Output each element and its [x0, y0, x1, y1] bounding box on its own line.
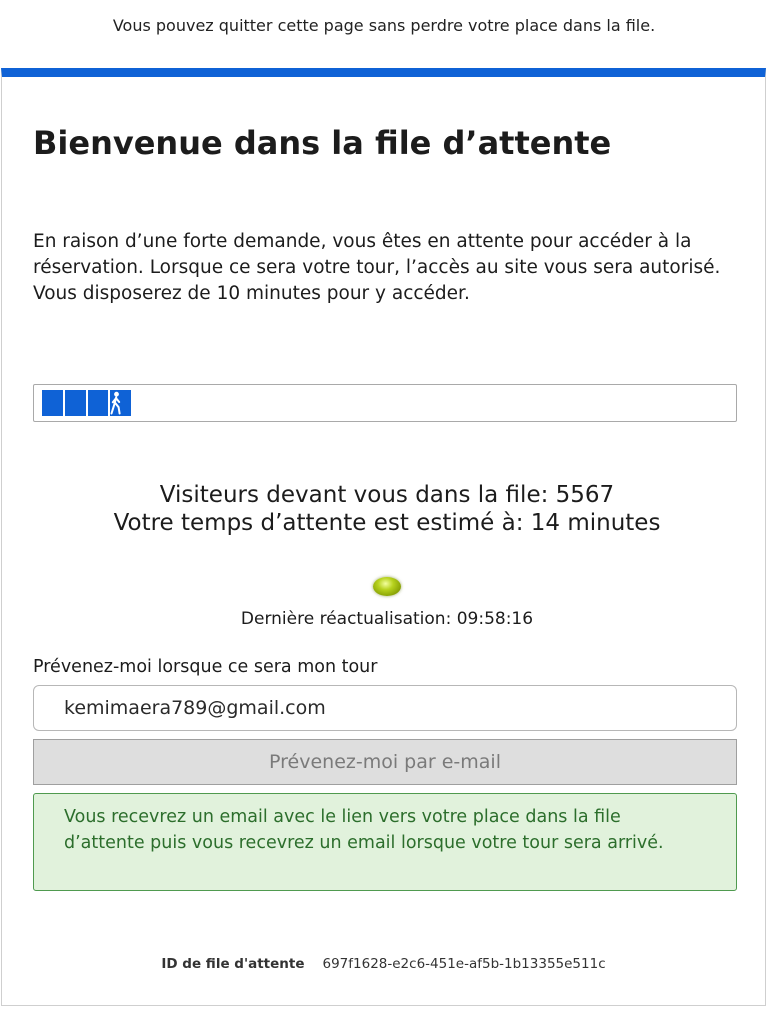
progress-segment — [65, 390, 88, 416]
visitors-ahead-text: Visiteurs devant vous dans la file: 5567 — [159, 482, 615, 508]
queue-id-label: ID de file d'attente — [161, 956, 305, 972]
queue-card — [1, 68, 766, 1006]
walking-person-icon — [105, 391, 127, 415]
progress-segment-walker — [110, 390, 131, 416]
notify-by-email-button[interactable]: Prévenez-moi par e-mail — [33, 739, 737, 785]
queue-id — [2, 955, 765, 973]
leave-page-notice: Vous pouvez quitter cette page sans perdre votre place dans la file. — [0, 0, 768, 68]
page-title: Bienvenue dans la file d’attente — [33, 124, 612, 162]
email-field[interactable] — [33, 685, 737, 731]
queue-progress-fill — [42, 390, 131, 416]
intro-text: En raison d’une forte demande, vous êtes en attente pour accéder à la réservation. Lorsque ce sera votre tour, l’accès au site vous sera autorisé. Vous disposerez de 10 minutes pour y accéder. — [33, 231, 721, 304]
wait-time-text: Votre temps d’attente est estimé à: 14 minutes — [113, 510, 661, 536]
last-update-text: Dernière réactualisation: 09:58:16 — [240, 609, 534, 629]
queue-progress-bar — [33, 384, 737, 422]
queue-status — [32, 481, 742, 537]
notify-label: Prévenez-moi lorsque ce sera mon tour — [33, 657, 378, 677]
status-light-icon — [373, 577, 401, 596]
email-info-message: Vous recevrez un email avec le lien vers votre place dans la file d’attente puis vous recevrez un email lorsque votre tour sera arrivé. — [33, 793, 737, 891]
queue-id-value: 697f1628-e2c6-451e-af5b-1b13355e511c — [322, 956, 606, 972]
progress-segment — [42, 390, 65, 416]
